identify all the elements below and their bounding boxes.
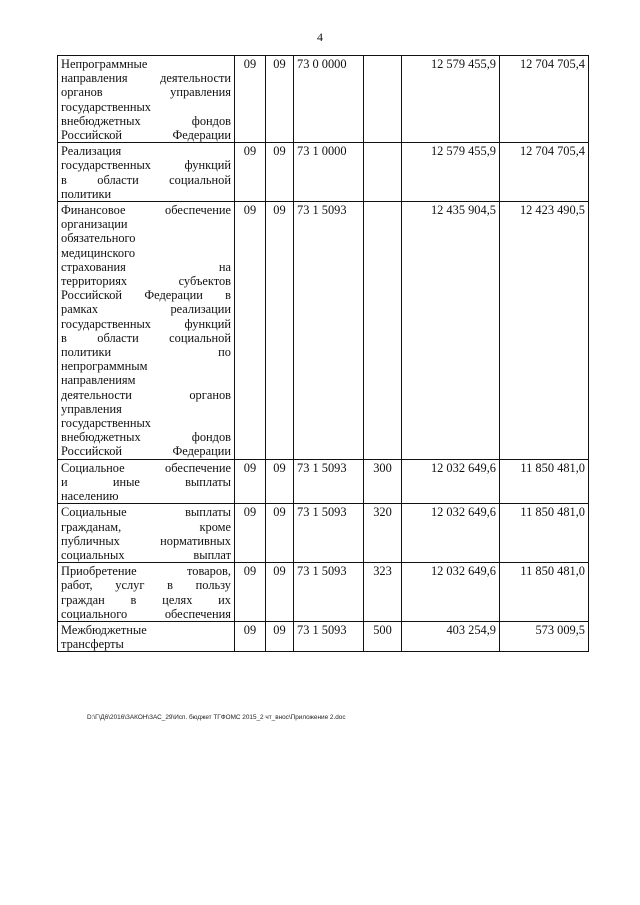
target-item-code-cell: 73 1 5093 <box>294 202 364 460</box>
expense-name-line: социальных выплат <box>61 547 231 562</box>
expense-type-code-cell: 300 <box>364 459 402 504</box>
subsection-code-cell: 09 <box>266 504 294 563</box>
expense-name-line: населению <box>61 489 119 504</box>
table-row <box>58 621 589 651</box>
amount-2015-cell: 12 032 649,6 <box>402 563 500 622</box>
expense-name-line: управления <box>61 401 122 416</box>
subsection-code-cell: 09 <box>266 563 294 622</box>
amount-2016-cell: 12 704 705,4 <box>500 56 589 143</box>
expense-name-line: Российской Федерации <box>61 128 231 143</box>
expense-name-cell <box>58 202 235 460</box>
expense-name-line: рамках реализации <box>61 302 231 317</box>
expense-name-line: Финансовое обеспечение <box>61 203 231 218</box>
expense-name-line: публичных нормативных <box>61 533 231 548</box>
amount-2016-cell: 12 423 490,5 <box>500 202 589 460</box>
target-item-code-cell: 73 1 5093 <box>294 563 364 622</box>
amount-2016-cell: 573 009,5 <box>500 621 589 651</box>
expense-name-line: Приобретение товаров, <box>61 564 231 579</box>
expense-name-line: Социальные выплаты <box>61 505 231 520</box>
expense-name-line: государственных функций <box>61 158 231 173</box>
expense-name-line: организации <box>61 217 128 232</box>
expense-name-line: в области социальной <box>61 330 231 345</box>
amount-2015-cell: 12 579 455,9 <box>402 56 500 143</box>
expense-name-line: государственных <box>61 99 152 114</box>
expense-name-line: государственных <box>61 416 152 431</box>
expense-name-line: граждан в целях их <box>61 592 231 607</box>
amount-2015-cell: 12 032 649,6 <box>402 504 500 563</box>
subsection-code-cell: 09 <box>266 621 294 651</box>
expense-type-code-cell: 320 <box>364 504 402 563</box>
amount-2015-cell: 12 032 649,6 <box>402 459 500 504</box>
expense-name-line: Межбюджетные <box>61 622 147 637</box>
expense-name-cell <box>58 56 235 143</box>
expense-name-line: обязательного <box>61 231 136 246</box>
expense-name-line: непрограммным <box>61 359 148 374</box>
expense-name-line: внебюджетных фондов <box>61 430 231 445</box>
expense-name-line: деятельности органов <box>61 387 231 402</box>
amount-2016-cell: 11 850 481,0 <box>500 459 589 504</box>
table-row <box>58 459 589 504</box>
amount-2016-cell: 12 704 705,4 <box>500 143 589 202</box>
expense-name-line: государственных функций <box>61 316 231 331</box>
amount-2016-cell: 11 850 481,0 <box>500 504 589 563</box>
expense-name-line: гражданам, кроме <box>61 519 231 534</box>
expense-name-cell <box>58 143 235 202</box>
expense-name-line: направлениям <box>61 373 136 388</box>
section-code-cell: 09 <box>235 621 266 651</box>
subsection-code-cell: 09 <box>266 202 294 460</box>
expense-name-line: территориях субъектов <box>61 274 231 289</box>
expense-name-line: Российской Федерации в <box>61 288 231 303</box>
subsection-code-cell: 09 <box>266 459 294 504</box>
expense-name-cell <box>58 504 235 563</box>
expense-type-code-cell: 323 <box>364 563 402 622</box>
target-item-code-cell: 73 1 5093 <box>294 459 364 504</box>
table-row <box>58 143 589 202</box>
amount-2015-cell: 403 254,9 <box>402 621 500 651</box>
expense-name-line: работ, услуг в пользу <box>61 578 231 593</box>
section-code-cell: 09 <box>235 563 266 622</box>
expense-name-line: социального обеспечения <box>61 606 231 621</box>
expense-name-line: страхования на <box>61 259 231 274</box>
expense-type-code-cell <box>364 56 402 143</box>
expense-name-line: Российской Федерации <box>61 444 231 459</box>
expense-name-line: Непрограммные <box>61 57 148 71</box>
subsection-code-cell: 09 <box>266 56 294 143</box>
expense-name-line: Социальное обеспечение <box>61 460 231 475</box>
target-item-code-cell: 73 1 5093 <box>294 504 364 563</box>
expense-name-line: политики <box>61 186 112 201</box>
document-file-path: D:\Г\Д6\2016\ЗАКОН\ЗАС_29\Исп. бюджет ТГФОМС 2015_2 чт_внос\Приложение 2.doc <box>87 714 346 721</box>
section-code-cell: 09 <box>235 143 266 202</box>
expense-name-line: внебюджетных фондов <box>61 113 231 128</box>
section-code-cell: 09 <box>235 56 266 143</box>
expense-name-line: и иные выплаты <box>61 474 231 489</box>
table-row <box>58 563 589 622</box>
amount-2016-cell: 11 850 481,0 <box>500 563 589 622</box>
target-item-code-cell: 73 0 0000 <box>294 56 364 143</box>
expense-name-cell <box>58 459 235 504</box>
expense-name-line: направления деятельности <box>61 71 231 86</box>
amount-2015-cell: 12 435 904,5 <box>402 202 500 460</box>
expense-name-cell <box>58 563 235 622</box>
amount-2015-cell: 12 579 455,9 <box>402 143 500 202</box>
expense-name-line: Реализация <box>61 144 122 159</box>
subsection-code-cell: 09 <box>266 143 294 202</box>
section-code-cell: 09 <box>235 202 266 460</box>
expense-type-code-cell <box>364 202 402 460</box>
expense-name-line: политики по <box>61 345 231 360</box>
table-row <box>58 202 589 460</box>
target-item-code-cell: 73 1 5093 <box>294 621 364 651</box>
expense-name-line: трансферты <box>61 637 124 652</box>
section-code-cell: 09 <box>235 459 266 504</box>
expense-name-line: в области социальной <box>61 172 231 187</box>
expense-name-cell <box>58 621 235 651</box>
target-item-code-cell: 73 1 0000 <box>294 143 364 202</box>
page-number: 4 <box>317 30 323 44</box>
expense-name-line: органов управления <box>61 85 231 100</box>
table-row <box>58 504 589 563</box>
budget-table <box>57 55 589 652</box>
table-row <box>58 56 589 143</box>
expense-type-code-cell: 500 <box>364 621 402 651</box>
expense-name-line: медицинского <box>61 245 136 260</box>
section-code-cell: 09 <box>235 504 266 563</box>
expense-type-code-cell <box>364 143 402 202</box>
